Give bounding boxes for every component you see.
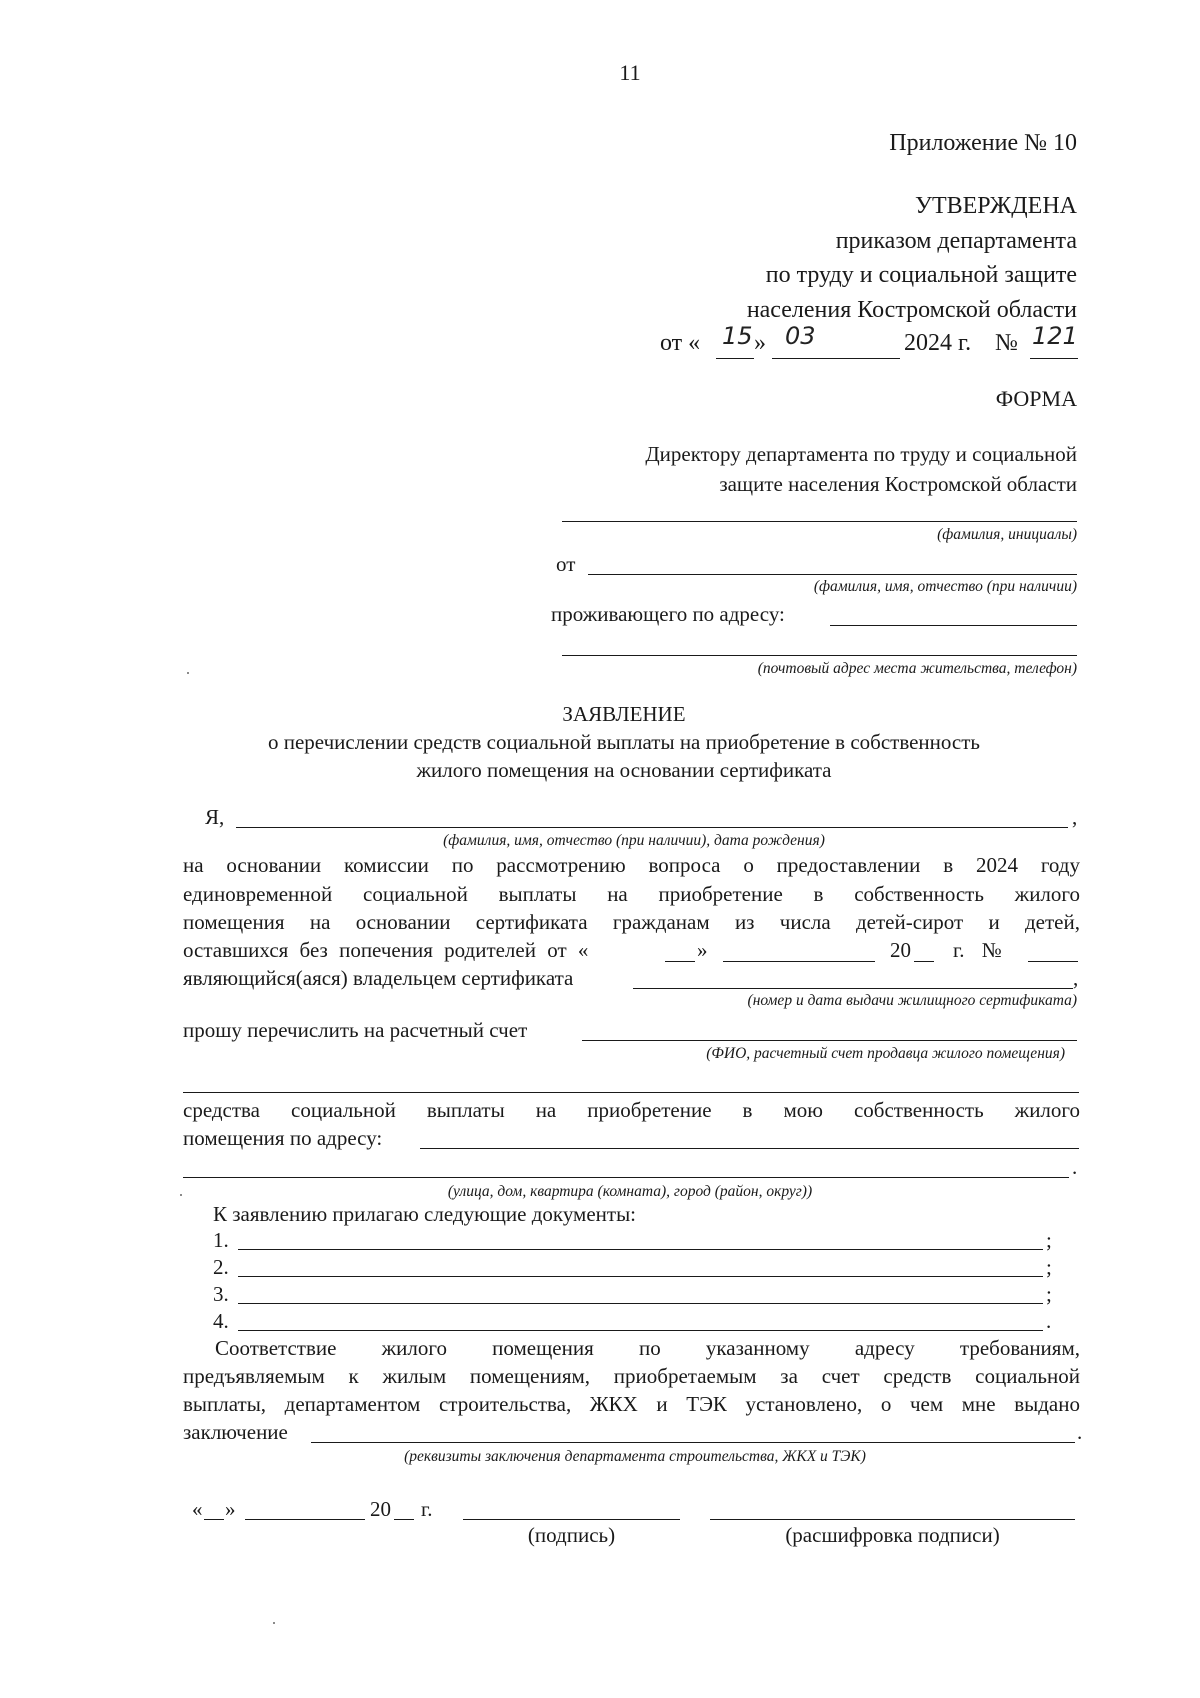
attachments-label: К заявлению прилагаю следующие документы:: [213, 1202, 637, 1226]
page-number: 11: [619, 60, 641, 85]
paragraph-2-line-1: средства социальной выплаты на приобретение в мою собственность жилого: [183, 1098, 1080, 1122]
paragraph-3-line-2: предъявляемым к жилым помещениям, приобретаемым за счет средств социальной: [183, 1364, 1080, 1388]
caption-address: (почтовый адрес места жительства, телефон): [757, 660, 1077, 677]
applicant-comma: ,: [1072, 805, 1078, 829]
order-day-handwritten: 15: [722, 322, 753, 350]
ya-label: Я,: [205, 805, 225, 829]
paragraph-2-line-2: помещения по адресу:: [183, 1126, 383, 1150]
attachment-number-3: 3.: [213, 1282, 229, 1306]
caption-surname: (фамилия, инициалы): [937, 526, 1077, 543]
signature-caption: (подпись): [527, 1523, 616, 1547]
sign-date-close: »: [225, 1497, 236, 1521]
approved-label: УТВЕРЖДЕНА: [914, 193, 1077, 219]
sign-year-line: [394, 1519, 414, 1520]
commission-day-close: »: [697, 938, 708, 962]
caption-conclusion: (реквизиты заключения департамента строительства, ЖКХ и ТЭК): [404, 1448, 866, 1465]
paragraph-1-line-2: единовременной социальной выплаты на приобретение в собственность жилого: [183, 882, 1080, 906]
order-month-line: [772, 358, 900, 359]
signature-decode-line: [710, 1519, 1075, 1520]
paragraph-1-line-3: помещения на основании сертификата гражданам из числа детей-сирот и детей,: [183, 910, 1080, 934]
sign-year-prefix: 20: [370, 1497, 391, 1521]
order-sep: »: [754, 330, 766, 356]
certificate-line: [633, 988, 1073, 989]
attachment-period-4: .: [1046, 1309, 1052, 1333]
caption-certificate: (номер и дата выдачи жилищного сертификата): [747, 992, 1077, 1009]
date-from-text: оставшихся без попечения родителей от «: [183, 938, 589, 962]
addressee-line-2: защите населения Костромской области: [719, 472, 1077, 496]
applicant-line: [236, 827, 1068, 828]
attachment-number-2: 2.: [213, 1255, 229, 1279]
residing-label: проживающего по адресу:: [551, 602, 785, 626]
attachment-line-1: [238, 1249, 1043, 1250]
attachment-line-2: [238, 1276, 1043, 1277]
order-month-handwritten: 03: [785, 322, 816, 350]
order-from: от «: [660, 330, 701, 356]
property-address-line: [420, 1148, 1079, 1149]
order-day-line: [716, 358, 754, 359]
sign-date-open: «: [192, 1497, 203, 1521]
scan-speck: [180, 1194, 182, 1196]
attachment-line-4: [238, 1330, 1043, 1331]
document-subtitle-1: о перечислении средств социальной выплаты на приобретение в собственность: [267, 730, 981, 754]
paragraph-3-line-4: заключение: [183, 1420, 288, 1444]
conclusion-line: [311, 1442, 1075, 1443]
signature-decode-caption: (расшифровка подписи): [785, 1523, 1000, 1547]
property-address-line-2: [183, 1177, 1069, 1178]
order-number-handwritten: 121: [1032, 322, 1078, 350]
attachment-semicolon-2: ;: [1046, 1255, 1052, 1279]
conclusion-period: .: [1077, 1420, 1083, 1444]
transfer-label: прошу перечислить на расчетный счет: [183, 1018, 528, 1042]
attachment-line-3: [238, 1303, 1043, 1304]
sign-month-line: [245, 1519, 365, 1520]
owner-label: являющийся(аяся) владельцем сертификата: [183, 966, 574, 990]
account-line-2: [183, 1092, 1079, 1093]
attachment-number-1: 1.: [213, 1228, 229, 1252]
from-label: от: [556, 552, 576, 576]
scan-speck: [273, 1622, 275, 1624]
approval-line-2: по труду и социальной защите: [765, 262, 1077, 288]
address-line: [562, 655, 1077, 656]
attachment-number-4: 4.: [213, 1309, 229, 1333]
signature-line: [463, 1519, 680, 1520]
approval-order-line: [660, 322, 1080, 364]
commission-day-line: [665, 961, 695, 962]
addressee-surname-line: [562, 521, 1077, 522]
approval-line-3: населения Костромской области: [746, 297, 1077, 323]
commission-month-line: [723, 961, 875, 962]
caption-fio-birth: (фамилия, имя, отчество (при наличии), дата рождения): [443, 832, 825, 849]
order-number-label: №: [995, 330, 1018, 356]
paragraph-1-line-1: на основании комиссии по рассмотрению вопроса о предоставлении в 2024 году: [183, 853, 1080, 877]
sign-day-line: [204, 1519, 224, 1520]
commission-number-label: г. №: [953, 938, 1002, 962]
commission-number-line: [1028, 961, 1078, 962]
form-label: ФОРМА: [995, 386, 1077, 411]
order-year: 2024 г.: [904, 330, 972, 356]
paragraph-1-line-4: [183, 938, 1080, 966]
residing-line: [830, 625, 1077, 626]
commission-year-prefix: 20: [890, 938, 911, 962]
document-subtitle-2: жилого помещения на основании сертификата: [416, 758, 832, 782]
order-number-line: [1030, 358, 1078, 359]
paragraph-3-line-1: Соответствие жилого помещения по указанному адресу требованиям,: [215, 1336, 1080, 1360]
approval-line-1: приказом департамента: [835, 228, 1077, 254]
sign-year-suffix: г.: [421, 1497, 433, 1521]
document-title: ЗАЯВЛЕНИЕ: [562, 702, 686, 726]
certificate-comma: ,: [1073, 966, 1079, 990]
property-address-period: .: [1072, 1155, 1078, 1179]
caption-street: (улица, дом, квартира (комната), город (район, округ)): [447, 1183, 813, 1200]
caption-seller: (ФИО, расчетный счет продавца жилого помещения): [706, 1045, 1065, 1062]
scan-speck: [187, 672, 189, 674]
from-fio-line: [588, 574, 1077, 575]
paragraph-3-line-3: выплаты, департаментом строительства, ЖКХ и ТЭК установлено, о чем мне выдано: [183, 1392, 1080, 1416]
attachment-semicolon-3: ;: [1046, 1282, 1052, 1306]
caption-fio: (фамилия, имя, отчество (при наличии): [813, 578, 1077, 595]
addressee-line-1: Директору департамента по труду и социальной: [645, 442, 1077, 466]
commission-year-line: [914, 961, 934, 962]
account-line: [582, 1040, 1077, 1041]
attachment-semicolon-1: ;: [1046, 1228, 1052, 1252]
appendix-label: Приложение № 10: [889, 130, 1077, 156]
